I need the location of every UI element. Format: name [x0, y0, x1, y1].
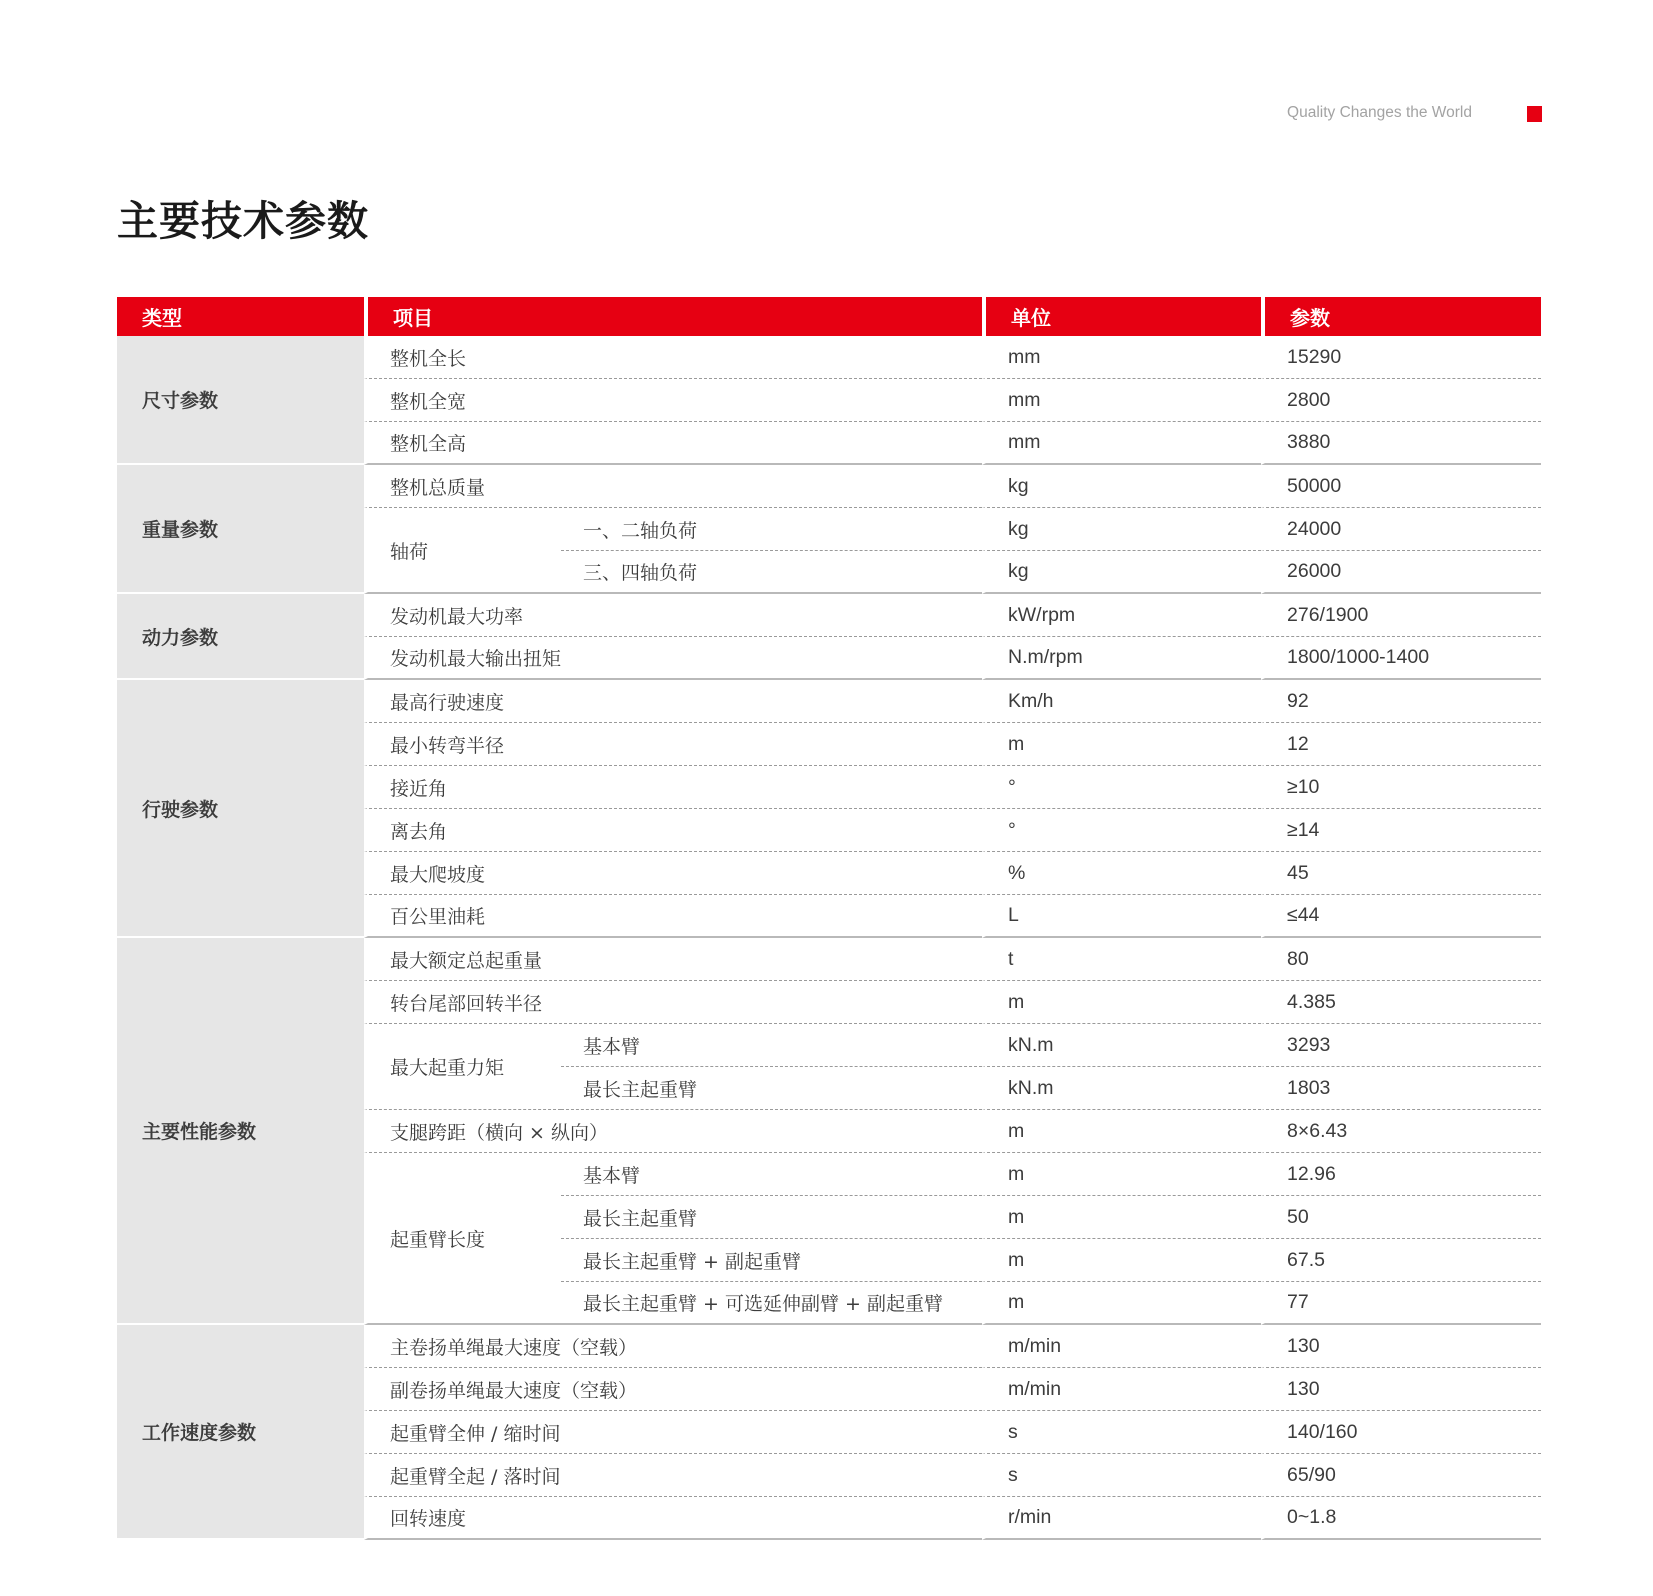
value-cell: ≥14 [1261, 809, 1541, 852]
value-cell: 276/1900 [1261, 594, 1541, 637]
spec-table [117, 297, 1541, 1540]
page-title: 主要技术参数 [117, 197, 369, 245]
item-label: 整机全宽 [364, 379, 982, 422]
unit-cell: mm [982, 379, 1261, 422]
item-label: 接近角 [364, 766, 982, 809]
value-cell: 45 [1261, 852, 1541, 895]
header-item: 项目 [364, 297, 982, 336]
group-label: 起重臂长度 [364, 1153, 561, 1325]
category-label: 主要性能参数 [117, 938, 364, 1325]
unit-cell: mm [982, 336, 1261, 379]
item-label: 起重臂全伸 / 缩时间 [364, 1411, 982, 1454]
table-row [117, 938, 1541, 981]
category-label: 重量参数 [117, 465, 364, 594]
value-cell: 50000 [1261, 465, 1541, 508]
unit-cell: Km/h [982, 680, 1261, 723]
category-label: 行驶参数 [117, 680, 364, 938]
item-label: 回转速度 [364, 1497, 982, 1540]
value-cell: 80 [1261, 938, 1541, 981]
item-label: 整机全高 [364, 422, 982, 465]
item-label: 整机总质量 [364, 465, 982, 508]
group-label: 轴荷 [364, 508, 561, 594]
value-cell: 12 [1261, 723, 1541, 766]
value-cell: 1800/1000-1400 [1261, 637, 1541, 680]
tagline: Quality Changes the World [1287, 104, 1472, 121]
unit-cell: m/min [982, 1368, 1261, 1411]
unit-cell: r/min [982, 1497, 1261, 1540]
item-label: 副卷扬单绳最大速度（空载） [364, 1368, 982, 1411]
unit-cell: kg [982, 465, 1261, 508]
value-cell: 26000 [1261, 551, 1541, 594]
sub-item-label: 最长主起重臂 [561, 1067, 982, 1110]
item-label: 最高行驶速度 [364, 680, 982, 723]
value-cell: 2800 [1261, 379, 1541, 422]
value-cell: 77 [1261, 1282, 1541, 1325]
item-label: 起重臂全起 / 落时间 [364, 1454, 982, 1497]
table-row [117, 680, 1541, 723]
unit-cell: kN.m [982, 1067, 1261, 1110]
unit-cell: m [982, 1239, 1261, 1282]
unit-cell: kW/rpm [982, 594, 1261, 637]
item-label: 最大爬坡度 [364, 852, 982, 895]
unit-cell: L [982, 895, 1261, 938]
value-cell: 3880 [1261, 422, 1541, 465]
value-cell: 15290 [1261, 336, 1541, 379]
unit-cell: m/min [982, 1325, 1261, 1368]
item-label: 最小转弯半径 [364, 723, 982, 766]
unit-cell: % [982, 852, 1261, 895]
item-label: 百公里油耗 [364, 895, 982, 938]
sub-item-label: 最长主起重臂 + 可选延伸副臂 + 副起重臂 [561, 1282, 982, 1325]
unit-cell: kg [982, 508, 1261, 551]
brand-square-icon [1527, 106, 1542, 122]
unit-cell: m [982, 723, 1261, 766]
item-label: 发动机最大功率 [364, 594, 982, 637]
value-cell: 50 [1261, 1196, 1541, 1239]
item-label: 整机全长 [364, 336, 982, 379]
value-cell: 12.96 [1261, 1153, 1541, 1196]
unit-cell: ° [982, 766, 1261, 809]
table-row [117, 594, 1541, 637]
sub-item-label: 三、四轴负荷 [561, 551, 982, 594]
value-cell: ≥10 [1261, 766, 1541, 809]
category-label: 动力参数 [117, 594, 364, 680]
value-cell: ≤44 [1261, 895, 1541, 938]
unit-cell: kg [982, 551, 1261, 594]
unit-cell: m [982, 1196, 1261, 1239]
table-row [117, 465, 1541, 508]
value-cell: 0~1.8 [1261, 1497, 1541, 1540]
unit-cell: m [982, 1282, 1261, 1325]
sub-item-label: 基本臂 [561, 1153, 982, 1196]
category-label: 工作速度参数 [117, 1325, 364, 1540]
value-cell: 3293 [1261, 1024, 1541, 1067]
unit-cell: m [982, 1110, 1261, 1153]
value-cell: 4.385 [1261, 981, 1541, 1024]
value-cell: 130 [1261, 1325, 1541, 1368]
item-label: 离去角 [364, 809, 982, 852]
value-cell: 140/160 [1261, 1411, 1541, 1454]
header-unit: 单位 [982, 297, 1261, 336]
item-label: 最大额定总起重量 [364, 938, 982, 981]
unit-cell: mm [982, 422, 1261, 465]
value-cell: 65/90 [1261, 1454, 1541, 1497]
value-cell: 8×6.43 [1261, 1110, 1541, 1153]
unit-cell: s [982, 1454, 1261, 1497]
unit-cell: ° [982, 809, 1261, 852]
item-label: 转台尾部回转半径 [364, 981, 982, 1024]
value-cell: 24000 [1261, 508, 1541, 551]
unit-cell: kN.m [982, 1024, 1261, 1067]
table-row [117, 336, 1541, 379]
header-value: 参数 [1261, 297, 1541, 336]
sub-item-label: 一、二轴负荷 [561, 508, 982, 551]
unit-cell: s [982, 1411, 1261, 1454]
value-cell: 92 [1261, 680, 1541, 723]
category-label: 尺寸参数 [117, 336, 364, 465]
value-cell: 67.5 [1261, 1239, 1541, 1282]
value-cell: 1803 [1261, 1067, 1541, 1110]
unit-cell: m [982, 1153, 1261, 1196]
unit-cell: N.m/rpm [982, 637, 1261, 680]
sub-item-label: 基本臂 [561, 1024, 982, 1067]
table-row [117, 1325, 1541, 1368]
header-type: 类型 [117, 297, 364, 336]
sub-item-label: 最长主起重臂 [561, 1196, 982, 1239]
item-label: 支腿跨距（横向 × 纵向） [364, 1110, 982, 1153]
item-label: 主卷扬单绳最大速度（空载） [364, 1325, 982, 1368]
table-header-row [117, 297, 1541, 336]
group-label: 最大起重力矩 [364, 1024, 561, 1110]
unit-cell: m [982, 981, 1261, 1024]
item-label: 发动机最大输出扭矩 [364, 637, 982, 680]
unit-cell: t [982, 938, 1261, 981]
sub-item-label: 最长主起重臂 + 副起重臂 [561, 1239, 982, 1282]
value-cell: 130 [1261, 1368, 1541, 1411]
